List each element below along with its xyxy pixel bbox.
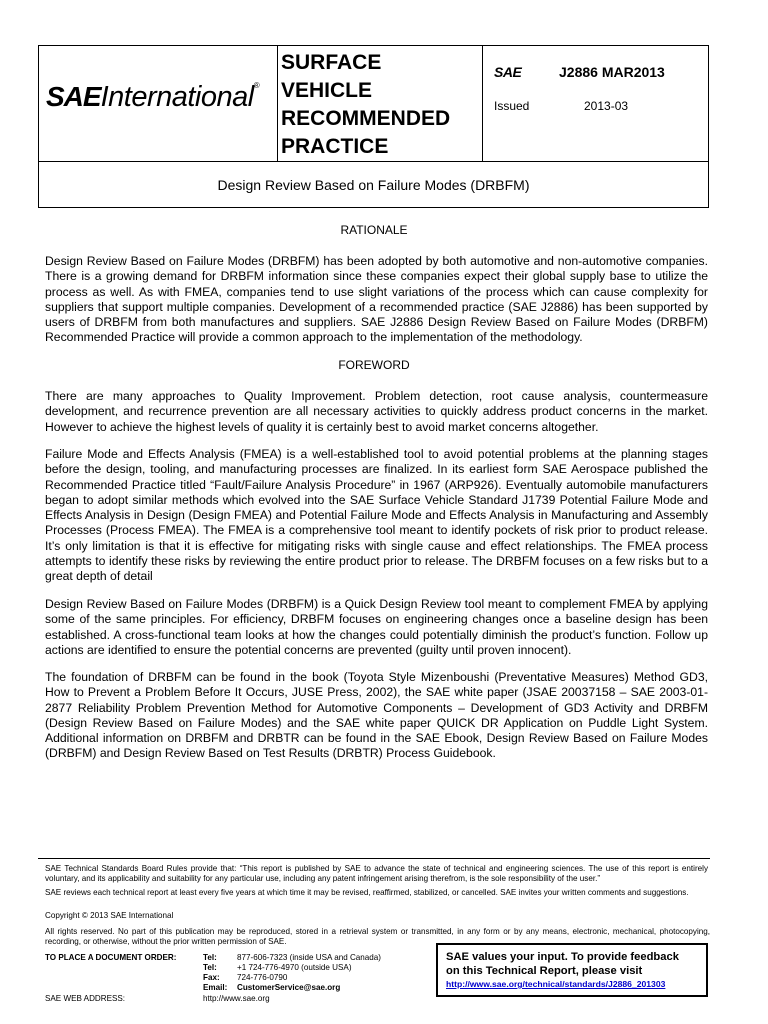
web-address-link[interactable]: http://www.sae.org	[203, 994, 270, 1003]
foreword-paragraph: Failure Mode and Effects Analysis (FMEA) is a well-established tool to avoid potential problems at the planning stages before the design, tooling, and manufacturing processes are finalized. In its earliest form SAE Aerospace published the Recommended Practice titled “Fault/Failure Analysis Procedure” in 1967 (ARP926). Eventually automobile manufacturers began to adopt similar methods which evolved into the SAE Surface Vehicle Standard J1739 Potential Failure Mode and Effects Analysis in Design (Design FMEA) and Potential Failure Mode and Effects Analysis in Manufacturing and Assembly Processes (Process FMEA). The FMEA is a comprehensive tool meant to identify pockets of risk prior to product release. It’s only limitation is that it is effective for mitigating risks with single cause and effect relationships. The FMEA process attempts to identify these risks by reviewing the entire product prior to release. The DRBFM focuses on a few risks but to a great depth of detail	[45, 447, 708, 584]
review-text: SAE reviews each technical report at least every five years at which time it may be revised, reaffirmed, stabilized, or cancelled. SAE invites your written comments and suggestions.	[45, 888, 689, 897]
contact-key: Email:	[203, 983, 228, 992]
document-type	[281, 49, 450, 161]
sae-international-logo	[46, 81, 260, 114]
foreword-heading: FOREWORD	[338, 358, 410, 372]
rationale-paragraph: Design Review Based on Failure Modes (DRBFM) has been adopted by both automotive and non-automotive companies. There is a growing demand for DRBFM information since these companies expect their global supply base to utilize the process as well. As with FMEA, companies tend to use slight variations of the process which can cause complexity for suppliers that support multiple companies. Development of a recommended practice (SAE J2886) has been supported by users of DRBFM from both manufactures and suppliers. SAE J2886 Design Review Based on Failure Modes (DRBFM) Recommended Practice will provide a common approach to the implementation of the methodology.	[45, 254, 708, 345]
foreword-paragraph: The foundation of DRBFM can be found in the book (Toyota Style Mizenboushi (Preventative Measures) Method GD3, How to Prevent a Problem Before It Occurs, JUSE Press, 2002), the SAE white paper (JSAE 20037158 – SAE 2003-01-2877 Reliability Problem Prevention Method for Automotive Components – Development of GD3 Activity and DRBFM (Design Review Based on Failure Modes) and the SAE white paper QUICK DR Application on Puddle Light System. Additional information on DRBFM and DRBTR can be found in the SAE Ebook, Design Review Based on Failure Modes (DRBFM) and Design Review Based on Test Results (DRBTR) Process Guidebook.	[45, 670, 708, 761]
contact-value: 724-776-0790	[237, 973, 288, 982]
email-link[interactable]: CustomerService@sae.org	[237, 983, 341, 992]
rationale-heading: RATIONALE	[340, 223, 408, 237]
document-number: J2886 MAR2013	[559, 64, 665, 80]
feedback-text: on this Technical Report, please visit	[446, 964, 643, 977]
foreword-paragraph: Design Review Based on Failure Modes (DRBFM) is a Quick Design Review tool meant to complement FMEA by applying some of the same principles. For efficiency, DRBFM focuses on engineering changes once a baseline design has been established. A cross-functional team looks at how the changes could potentially diminish the product’s function. Follow up actions are identified to ensure the potential concerns are prevented (guilty until proven innocent).	[45, 597, 708, 657]
header-divider	[39, 161, 708, 162]
document-header	[38, 45, 709, 208]
logo-sae-text: SAE	[46, 81, 101, 112]
document-title: Design Review Based on Failure Modes (DRBFM)	[217, 177, 530, 193]
sae-mini-logo: SAE	[494, 64, 522, 80]
header-divider	[277, 46, 278, 161]
order-label: TO PLACE A DOCUMENT ORDER:	[45, 953, 177, 962]
feedback-box	[436, 943, 708, 997]
contact-key: Fax:	[203, 973, 220, 982]
document-type-line: VEHICLE	[281, 79, 373, 102]
foreword-paragraph: There are many approaches to Quality Improvement. Problem detection, root cause analysis, countermeasure development, and recurrence prevention are all necessary activities to quickly address product concerns in the market. However to achieve the highest levels of quality it is certainly best to avoid market concerns altogether.	[45, 389, 708, 434]
registered-mark: ®	[253, 81, 260, 90]
issued-date: 2013-03	[584, 99, 629, 113]
contact-value: 877-606-7323 (inside USA and Canada)	[237, 953, 381, 962]
issued-label: Issued	[494, 99, 530, 113]
board-rules-text: SAE Technical Standards Board Rules provide that: “This report is published by SAE to advance the state of technical and engineering sciences. The use of this report is entirely voluntary, and its applicability and suitability for any particular use, including any patent infringement arising therefrom, is the sole responsibility of the user.”	[45, 864, 708, 884]
document-type-line: RECOMMENDED	[281, 107, 451, 130]
contact-value: +1 724-776-4970 (outside USA)	[237, 963, 352, 972]
document-type-line: PRACTICE	[281, 135, 389, 158]
header-divider	[482, 46, 483, 161]
footer-divider	[38, 858, 710, 859]
web-address-label: SAE WEB ADDRESS:	[45, 994, 126, 1003]
document-type-line: SURFACE	[281, 51, 382, 74]
copyright-text: Copyright © 2013 SAE International	[45, 911, 174, 920]
contact-key: Tel:	[203, 963, 217, 972]
contact-key: Tel:	[203, 953, 217, 962]
rights-text: All rights reserved. No part of this publication may be reproduced, stored in a retrieval system or transmitted, in any form or by any means, electronic, mechanical, photocopying, recording, or otherwise, without the prior written permission of SAE.	[45, 927, 710, 947]
logo-international-text: International	[100, 81, 254, 113]
feedback-text: SAE values your input. To provide feedback	[446, 951, 679, 963]
feedback-link[interactable]: http://www.sae.org/technical/standards/J2886_201303	[446, 979, 666, 989]
